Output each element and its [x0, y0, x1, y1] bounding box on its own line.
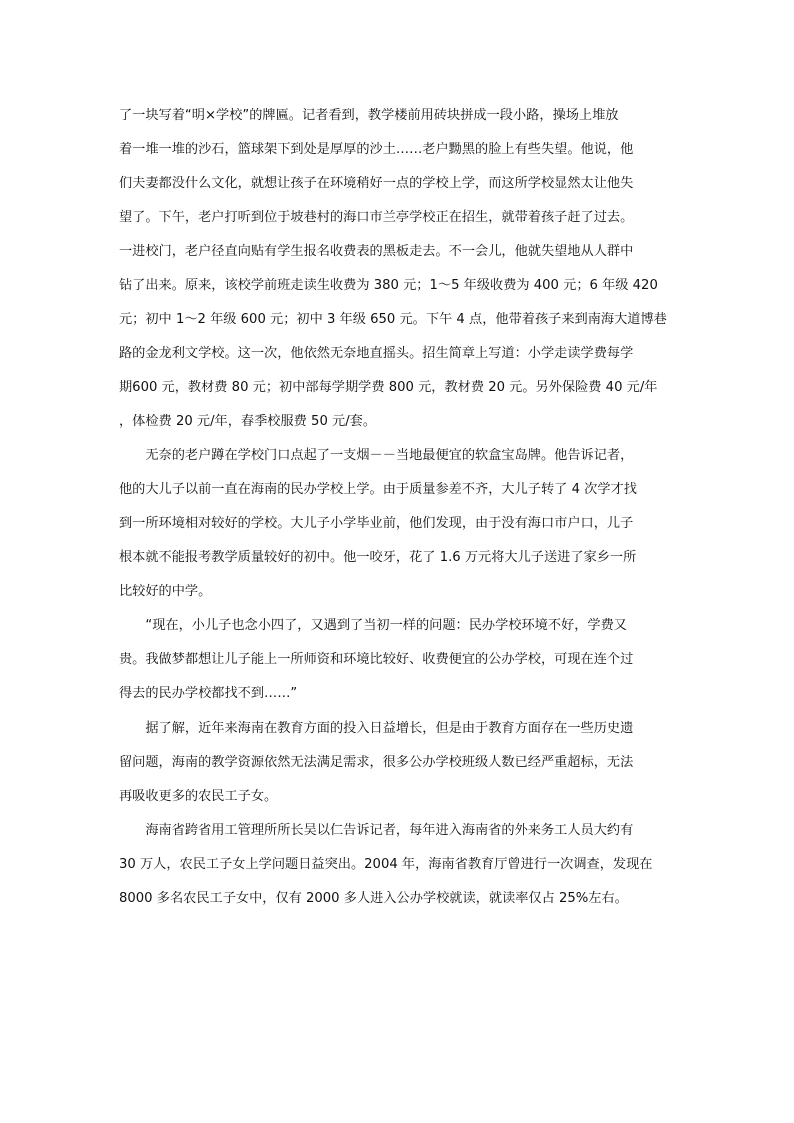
- text-line: 望了。下午，老户打听到位于坡巷村的海口市兰亭学校正在招生，就带着孩子赶了过去。: [119, 210, 634, 225]
- text-line: 贵。我做梦都想让儿子能上一所师资和环境比较好、收费便宜的公办学校，可现在连个过: [119, 652, 634, 667]
- text-line: 他的大儿子以前一直在海南的民办学校上学。由于质量参差不齐，大儿子转了 4 次学才找: [119, 482, 637, 497]
- text-line: 们夫妻都没什么文化，就想让孩子在环境稍好一点的学校上学，而这所学校显然太让他失: [119, 176, 634, 191]
- text-line: 到一所环境相对较好的学校。大儿子小学毕业前，他们发现，由于没有海口市户口，儿子: [119, 516, 634, 531]
- text-line: 元；初中 1～2 年级 600 元；初中 3 年级 650 元。下午 4 点，他带着孩子来到南海大道博巷: [119, 312, 667, 327]
- text-line: 了一块写着“明×学校”的牌匾。记者看到，教学楼前用砖块拼成一段小路，操场上堆放: [119, 108, 619, 123]
- text-line: 比较好的中学。: [119, 584, 212, 599]
- text-line: 着一堆一堆的沙石，篮球架下到处是厚厚的沙土……老户黝黑的脸上有些失望。他说，他: [119, 142, 634, 157]
- text-line: 据了解，近年来海南在教育方面的投入日益增长，但是由于教育方面存在一些历史遗: [119, 721, 634, 736]
- text-line: 一进校门，老户径直向贴有学生报名收费表的黑板走去。不一会儿，他就失望地从人群中: [119, 244, 634, 259]
- text-line: 再吸收更多的农民工子女。: [119, 789, 278, 804]
- text-line: 路的金龙利文学校。这一次，他依然无奈地直摇头。招生简章上写道：小学走读学费每学: [119, 346, 634, 361]
- text-line: 期600 元，教材费 80 元；初中部每学期学费 800 元，教材费 20 元。另外保险费 40 元/年: [119, 380, 658, 395]
- text-line: 根本就不能报考教学质量较好的初中。他一咬牙，花了 1.6 万元将大儿子送进了家乡一所: [119, 550, 637, 565]
- text-line: 海南省跨省用工管理所所长吴以仁告诉记者，每年进入海南省的外来务工人员大约有: [119, 823, 634, 838]
- text-line: 得去的民办学校都找不到……”: [119, 686, 298, 701]
- text-line: 30 万人，农民工子女上学问题日益突出。2004 年，海南省教育厅曾进行一次调查，发现在: [119, 857, 653, 872]
- text-line: 无奈的老户蹲在学校门口点起了一支烟－－当地最便宜的软盒宝岛牌。他告诉记者，: [119, 448, 634, 463]
- text-line: 留问题，海南的教学资源依然无法满足需求，很多公办学校班级人数已经严重超标，无法: [119, 755, 634, 770]
- text-line: 8000 多名农民工子女中，仅有 2000 多人进入公办学校就读，就读率仅占 25%左右。: [119, 891, 628, 906]
- text-line: ，体检费 20 元/年，春季校服费 50 元/套。: [119, 414, 377, 429]
- text-line: “现在，小儿子也念小四了，又遇到了当初一样的问题：民办学校环境不好，学费又: [119, 618, 627, 633]
- text-line: 钻了出来。原来，该校学前班走读生收费为 380 元；1～5 年级收费为 400 元；6 年级 420: [119, 278, 658, 293]
